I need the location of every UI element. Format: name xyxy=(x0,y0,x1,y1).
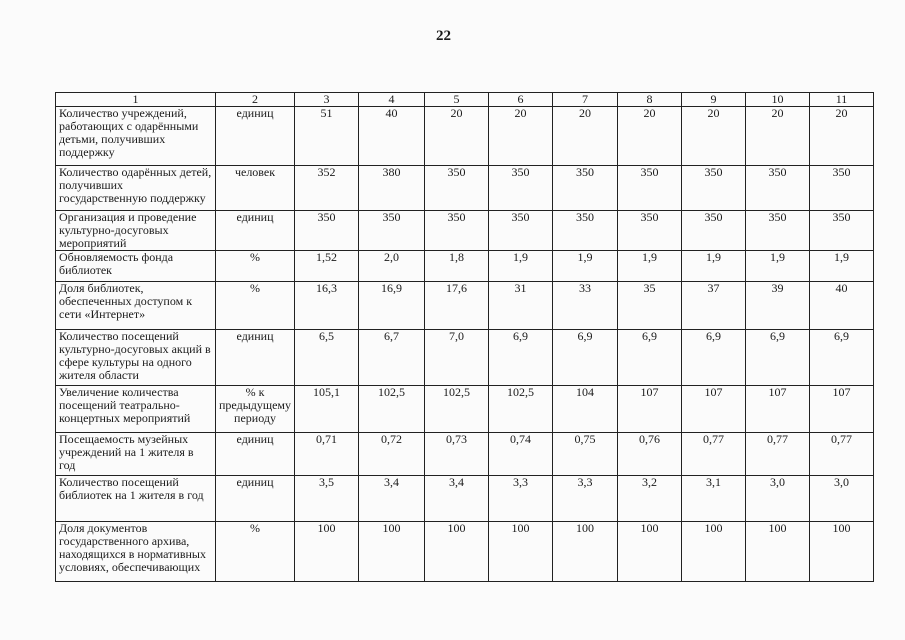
value-cell: 100 xyxy=(618,522,682,582)
value-cell: 6,9 xyxy=(618,330,682,386)
indicator-name: Количество посещений библиотек на 1 жителя в год xyxy=(56,476,216,522)
page-number: 22 xyxy=(436,28,451,44)
value-cell: 0,77 xyxy=(682,433,746,476)
value-cell: 0,77 xyxy=(810,433,874,476)
value-cell: 350 xyxy=(746,211,810,251)
value-cell: 3,4 xyxy=(359,476,425,522)
value-cell: 380 xyxy=(359,166,425,211)
value-cell: 1,9 xyxy=(746,251,810,282)
value-cell: 3,0 xyxy=(746,476,810,522)
column-header: 10 xyxy=(746,93,810,107)
value-cell: 100 xyxy=(425,522,489,582)
column-header: 9 xyxy=(682,93,746,107)
indicator-name: Обновляемость фонда библиотек xyxy=(56,251,216,282)
value-cell: 102,5 xyxy=(425,386,489,433)
value-cell: 16,3 xyxy=(295,282,359,330)
indicator-name: Доля библиотек, обеспеченных доступом к сети «Интернет» xyxy=(56,282,216,330)
value-cell: 350 xyxy=(359,211,425,251)
value-cell: 350 xyxy=(618,166,682,211)
table-row xyxy=(56,330,874,386)
value-cell: 3,1 xyxy=(682,476,746,522)
value-cell: 3,0 xyxy=(810,476,874,522)
value-cell: 1,9 xyxy=(553,251,618,282)
value-cell: 3,3 xyxy=(489,476,553,522)
unit-cell: единиц xyxy=(216,476,295,522)
value-cell: 0,74 xyxy=(489,433,553,476)
value-cell: 0,75 xyxy=(553,433,618,476)
value-cell: 16,9 xyxy=(359,282,425,330)
value-cell: 1,9 xyxy=(618,251,682,282)
value-cell: 20 xyxy=(618,107,682,166)
value-cell: 20 xyxy=(810,107,874,166)
value-cell: 3,3 xyxy=(553,476,618,522)
value-cell: 17,6 xyxy=(425,282,489,330)
table-row xyxy=(56,386,874,433)
unit-cell: единиц xyxy=(216,107,295,166)
value-cell: 105,1 xyxy=(295,386,359,433)
unit-cell: % xyxy=(216,522,295,582)
value-cell: 107 xyxy=(618,386,682,433)
value-cell: 350 xyxy=(425,166,489,211)
unit-cell: единиц xyxy=(216,211,295,251)
value-cell: 100 xyxy=(489,522,553,582)
value-cell: 6,9 xyxy=(746,330,810,386)
table-row xyxy=(56,433,874,476)
unit-cell: % к предыдущему периоду xyxy=(216,386,295,433)
value-cell: 0,73 xyxy=(425,433,489,476)
value-cell: 350 xyxy=(425,211,489,251)
value-cell: 100 xyxy=(746,522,810,582)
value-cell: 102,5 xyxy=(489,386,553,433)
value-cell: 20 xyxy=(682,107,746,166)
value-cell: 3,2 xyxy=(618,476,682,522)
value-cell: 39 xyxy=(746,282,810,330)
indicator-name: Количество учреждений, работающих с одарёнными детьми, получивших поддержку xyxy=(56,107,216,166)
value-cell: 33 xyxy=(553,282,618,330)
value-cell: 31 xyxy=(489,282,553,330)
column-header: 7 xyxy=(553,93,618,107)
value-cell: 100 xyxy=(682,522,746,582)
value-cell: 0,72 xyxy=(359,433,425,476)
value-cell: 6,5 xyxy=(295,330,359,386)
value-cell: 40 xyxy=(359,107,425,166)
value-cell: 350 xyxy=(295,211,359,251)
value-cell: 350 xyxy=(682,166,746,211)
column-header: 2 xyxy=(216,93,295,107)
value-cell: 100 xyxy=(359,522,425,582)
value-cell: 1,9 xyxy=(489,251,553,282)
value-cell: 107 xyxy=(810,386,874,433)
table-row xyxy=(56,251,874,282)
value-cell: 37 xyxy=(682,282,746,330)
value-cell: 0,76 xyxy=(618,433,682,476)
value-cell: 350 xyxy=(489,166,553,211)
value-cell: 20 xyxy=(746,107,810,166)
value-cell: 1,9 xyxy=(682,251,746,282)
value-cell: 1,9 xyxy=(810,251,874,282)
column-header: 6 xyxy=(489,93,553,107)
value-cell: 100 xyxy=(553,522,618,582)
unit-cell: единиц xyxy=(216,330,295,386)
value-cell: 350 xyxy=(489,211,553,251)
column-header: 1 xyxy=(56,93,216,107)
table-row xyxy=(56,282,874,330)
value-cell: 100 xyxy=(810,522,874,582)
unit-cell: человек xyxy=(216,166,295,211)
header-row xyxy=(56,93,874,107)
value-cell: 350 xyxy=(553,166,618,211)
value-cell: 1,52 xyxy=(295,251,359,282)
indicator-name: Количество одарённых детей, получивших государственную поддержку xyxy=(56,166,216,211)
table-row xyxy=(56,476,874,522)
value-cell: 6,9 xyxy=(682,330,746,386)
column-header: 5 xyxy=(425,93,489,107)
indicator-name: Доля документов государственного архива, находящихся в нормативных условиях, обеспечивающих xyxy=(56,522,216,582)
value-cell: 0,71 xyxy=(295,433,359,476)
value-cell: 3,5 xyxy=(295,476,359,522)
value-cell: 350 xyxy=(810,166,874,211)
column-header: 4 xyxy=(359,93,425,107)
table-row xyxy=(56,211,874,251)
table-row xyxy=(56,522,874,582)
value-cell: 102,5 xyxy=(359,386,425,433)
value-cell: 20 xyxy=(553,107,618,166)
value-cell: 6,7 xyxy=(359,330,425,386)
value-cell: 107 xyxy=(682,386,746,433)
value-cell: 350 xyxy=(682,211,746,251)
value-cell: 7,0 xyxy=(425,330,489,386)
value-cell: 350 xyxy=(618,211,682,251)
value-cell: 350 xyxy=(746,166,810,211)
value-cell: 6,9 xyxy=(489,330,553,386)
indicator-name: Посещаемость музейных учреждений на 1 жителя в год xyxy=(56,433,216,476)
table-row xyxy=(56,166,874,211)
value-cell: 51 xyxy=(295,107,359,166)
table-row xyxy=(56,107,874,166)
value-cell: 0,77 xyxy=(746,433,810,476)
unit-cell: % xyxy=(216,251,295,282)
value-cell: 2,0 xyxy=(359,251,425,282)
indicator-name: Организация и проведение культурно-досуговых мероприятий xyxy=(56,211,216,251)
value-cell: 104 xyxy=(553,386,618,433)
unit-cell: % xyxy=(216,282,295,330)
value-cell: 350 xyxy=(810,211,874,251)
indicator-name: Увеличение количества посещений театрально-концертных мероприятий xyxy=(56,386,216,433)
value-cell: 107 xyxy=(746,386,810,433)
value-cell: 350 xyxy=(553,211,618,251)
column-header: 3 xyxy=(295,93,359,107)
value-cell: 100 xyxy=(295,522,359,582)
value-cell: 6,9 xyxy=(553,330,618,386)
indicator-name: Количество посещений культурно-досуговых акций в сфере культуры на одного жителя области xyxy=(56,330,216,386)
value-cell: 35 xyxy=(618,282,682,330)
value-cell: 352 xyxy=(295,166,359,211)
column-header: 11 xyxy=(810,93,874,107)
value-cell: 3,4 xyxy=(425,476,489,522)
data-table xyxy=(55,92,874,582)
value-cell: 20 xyxy=(425,107,489,166)
value-cell: 20 xyxy=(489,107,553,166)
value-cell: 1,8 xyxy=(425,251,489,282)
column-header: 8 xyxy=(618,93,682,107)
value-cell: 40 xyxy=(810,282,874,330)
value-cell: 6,9 xyxy=(810,330,874,386)
unit-cell: единиц xyxy=(216,433,295,476)
